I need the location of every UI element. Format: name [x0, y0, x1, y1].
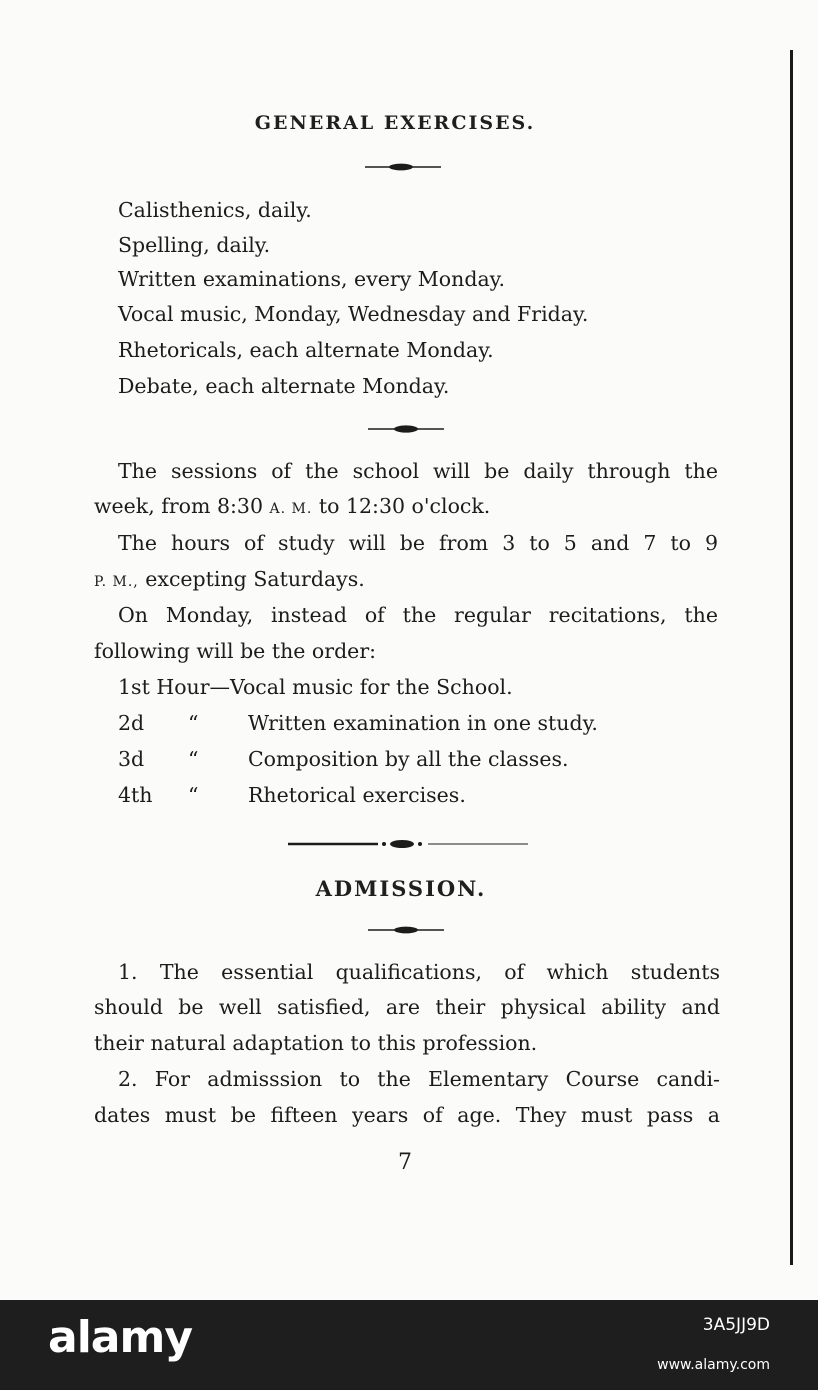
ornament-divider — [368, 925, 444, 935]
admission-line: their natural adaptation to this profession. — [94, 1031, 538, 1055]
site-url: www.alamy.com — [657, 1357, 770, 1373]
schedule-hour: 3d — [118, 747, 145, 771]
ditto-mark: “ — [188, 783, 199, 807]
alamy-logo: alamy — [48, 1312, 192, 1363]
exercise-item: Written examinations, every Monday. — [118, 267, 506, 291]
hours-line — [94, 569, 365, 590]
schedule-hour: 2d — [118, 711, 145, 735]
exercise-item: Calisthenics, daily. — [118, 198, 312, 222]
ornament-divider-long — [288, 838, 528, 850]
page-edge — [790, 50, 793, 1265]
ornament-divider — [368, 424, 444, 434]
am-abbrev: A. M. — [269, 501, 313, 517]
admission-line: dates must be fifteen years of age. They must pass a — [94, 1103, 720, 1127]
admission-line: 2. For admisssion to the Elementary Course candi- — [118, 1067, 720, 1091]
admission-line: should be well satisfied, are their physical ability and — [94, 995, 720, 1019]
schedule-hour: 4th — [118, 783, 153, 807]
ornament-divider — [365, 162, 441, 172]
monday-line: On Monday, instead of the regular recitations, the — [118, 603, 718, 627]
ditto-mark: “ — [188, 711, 199, 735]
page-number: 7 — [398, 1150, 412, 1175]
ditto-mark: “ — [188, 747, 199, 771]
exercise-item: Spelling, daily. — [118, 233, 271, 257]
heading-general-exercises: GENERAL EXERCISES. — [254, 112, 536, 134]
schedule-task: Composition by all the classes. — [248, 747, 569, 771]
exercise-item: Vocal music, Monday, Wednesday and Friday. — [118, 302, 589, 326]
schedule-task: Rhetorical exercises. — [248, 783, 466, 807]
sessions-text: week, from 8:30 — [94, 494, 263, 518]
monday-line: following will be the order: — [94, 639, 377, 663]
exercise-item: Rhetoricals, each alternate Monday. — [118, 338, 494, 362]
hours-text: excepting Saturdays. — [145, 567, 365, 591]
sessions-text: to 12:30 o'clock. — [318, 494, 491, 518]
sessions-line — [94, 496, 490, 517]
heading-admission: ADMISSION. — [315, 876, 487, 901]
pm-abbrev: P. M., — [94, 574, 139, 590]
image-id: 3A5JJ9D — [702, 1315, 770, 1335]
hours-line: The hours of study will be from 3 to 5 and 7 to 9 — [118, 531, 718, 555]
exercise-item: Debate, each alternate Monday. — [118, 374, 450, 398]
schedule-row-1: 1st Hour—Vocal music for the School. — [118, 675, 513, 699]
admission-line: 1. The essential qualifications, of which students — [118, 960, 720, 984]
sessions-line: The sessions of the school will be daily through the — [118, 459, 718, 483]
schedule-task: Written examination in one study. — [248, 711, 598, 735]
